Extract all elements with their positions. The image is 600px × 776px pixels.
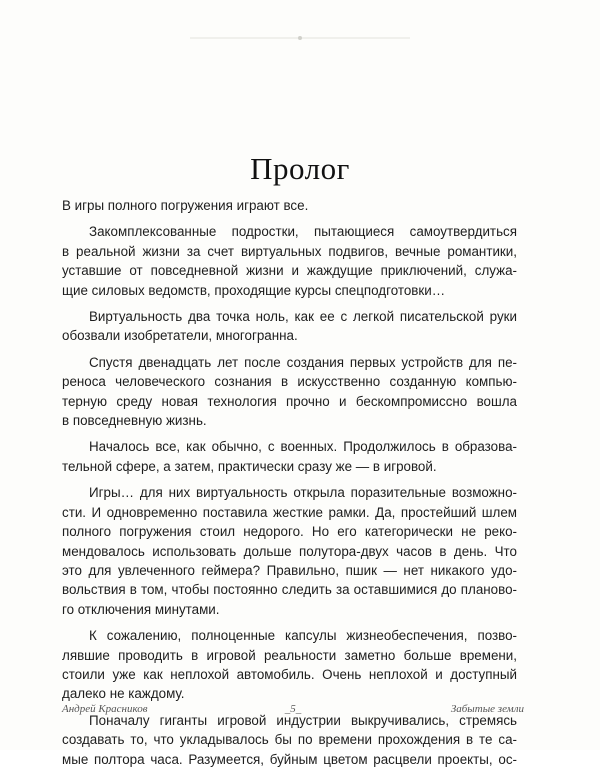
text-line: К сожалению, полноценные капсулы жизнеобеспечения, позво- [89, 628, 517, 644]
text-line: Виртуальность два точка ноль, как ее с легкой писательской руки [89, 309, 517, 325]
chapter-body-text [62, 196, 517, 776]
chapter-title: Пролог [250, 151, 350, 186]
text-line: уставшие от повседневной жизни и жаждущие приключений, служа- [62, 263, 517, 279]
text-line: полного погружения стоил недорого. Но его категорически не реко- [62, 524, 517, 540]
footer-page-number: _5_ [284, 703, 302, 715]
text-line: тельной сфере, а затем, практически сразу же — в игровой. [62, 458, 437, 474]
paragraph [62, 222, 517, 300]
page-footer [62, 703, 524, 723]
text-line: вольствия в том, чтобы постоянно следить за оставшимися до планово- [62, 582, 517, 598]
page-number-value: 5 [290, 703, 296, 715]
text-line: в повседневную жизнь. [62, 413, 207, 429]
text-line: мые полтора часа. Разумеется, буйным цветом расцвели проекты, ос- [62, 751, 517, 767]
text-line: Спустя двенадцать лет после создания первых устройств для пе- [89, 354, 517, 370]
text-line: это для увлеченного геймера? Правильно, пшик — нет никакого удо- [62, 562, 517, 578]
text-line: мендовалось использовать дольше полутора-двух часов в день. Что [62, 543, 517, 559]
text-line: сти. И одновременно поставила жесткие рамки. Да, простейший шлем [62, 504, 517, 520]
paragraph [62, 437, 517, 476]
text-line: обозвали изобретатели, многогранна. [62, 328, 298, 344]
paragraph [62, 626, 517, 704]
text-line: щие силовых ведомств, проходящие курсы спецподготовки… [62, 282, 446, 298]
footer-book-title: Забытые земли [450, 703, 524, 715]
paragraph [62, 307, 517, 346]
text-line: Поначалу гиганты игровой индустрии выкручивались, стремясь [89, 712, 517, 728]
text-line: терную среду новая технология прочно и бескомпромиссно вошла [62, 393, 517, 409]
text-line: Началось все, как обычно, с военных. Продолжилось в образова- [89, 439, 517, 455]
text-line: создавать то, что укладывалось бы по времени прохождения в те са- [62, 732, 517, 748]
text-line: в реальной жизни за счет виртуальных подвигов, вечные романтики, [62, 243, 517, 259]
paragraph [62, 353, 517, 431]
text-line: Игры… для них виртуальность открыла поразительные возможно- [89, 485, 517, 501]
text-line: го отключения минутами. [62, 601, 220, 617]
text-line: Закомплексованные подростки, пытающиеся самоутвердиться [89, 224, 517, 240]
paragraph [62, 483, 517, 619]
header-ornament [190, 33, 410, 43]
footer-author: Андрей Красников [62, 703, 148, 715]
text-line: далеко не каждому. [62, 686, 185, 702]
text-line: В игры полного погружения играют все. [62, 198, 309, 213]
paragraph [62, 196, 517, 215]
text-line: реноса человеческого сознания в искусственно созданную компью- [62, 374, 517, 390]
text-line: лявшие проводить в игровой реальности заметно больше времени, [62, 647, 517, 663]
text-line: стоили уже как неплохой автомобиль. Очень неплохой и доступный [62, 666, 517, 682]
